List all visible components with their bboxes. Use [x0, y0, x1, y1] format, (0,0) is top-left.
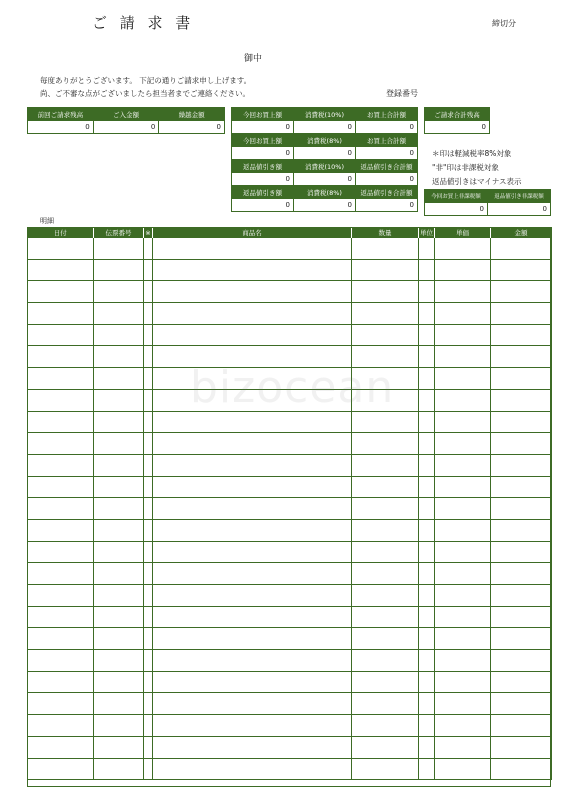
table-cell[interactable]	[144, 541, 153, 563]
table-cell[interactable]	[352, 259, 419, 281]
table-row	[28, 519, 552, 541]
nontax-return-header: 返品値引き非課税額	[488, 190, 551, 203]
return-8-header: 返品値引き額	[232, 186, 294, 199]
table-cell[interactable]	[419, 433, 435, 455]
table-cell[interactable]	[28, 411, 94, 433]
table-cell[interactable]	[491, 476, 552, 498]
table-cell[interactable]	[153, 433, 352, 455]
table-cell[interactable]	[144, 715, 153, 737]
table-cell[interactable]	[153, 736, 352, 758]
return-10-value: 0	[232, 173, 294, 186]
table-cell[interactable]	[419, 628, 435, 650]
table-cell[interactable]	[144, 454, 153, 476]
table-cell[interactable]	[28, 389, 94, 411]
table-cell[interactable]	[28, 758, 94, 780]
table-cell[interactable]	[491, 411, 552, 433]
table-cell[interactable]	[94, 454, 144, 476]
table-cell[interactable]	[435, 433, 491, 455]
table-cell[interactable]	[153, 281, 352, 303]
table-cell[interactable]	[153, 650, 352, 672]
invoice-total-header: ご請求合計残高	[425, 108, 490, 121]
table-cell[interactable]	[28, 368, 94, 390]
table-cell[interactable]	[491, 281, 552, 303]
table-cell[interactable]	[491, 498, 552, 520]
return-total-8-value: 0	[356, 199, 418, 212]
greeting-line-2: 尚、ご不審な点がございましたら担当者までご連絡ください。	[40, 89, 250, 98]
table-cell[interactable]	[153, 411, 352, 433]
note-return: 返品値引きはマイナス表示	[432, 177, 522, 186]
table-cell[interactable]	[153, 628, 352, 650]
col-quantity: 数量	[352, 227, 419, 238]
table-cell[interactable]	[435, 303, 491, 325]
table-cell[interactable]	[94, 346, 144, 368]
nontax-table	[424, 189, 551, 216]
table-cell[interactable]	[435, 324, 491, 346]
detail-body	[28, 238, 552, 780]
return-tax-8-header: 消費税(8%)	[294, 186, 356, 199]
table-cell[interactable]	[352, 758, 419, 780]
table-cell[interactable]	[94, 715, 144, 737]
detail-table	[27, 227, 552, 780]
purchase-10-value: 0	[232, 121, 294, 134]
table-cell[interactable]	[352, 671, 419, 693]
return-10-header: 返品値引き額	[232, 160, 294, 173]
table-cell[interactable]	[419, 585, 435, 607]
summary-mid-table	[231, 107, 418, 212]
table-row	[28, 541, 552, 563]
table-cell[interactable]	[144, 671, 153, 693]
table-cell[interactable]	[28, 650, 94, 672]
col-mark: ※	[145, 228, 151, 237]
table-cell[interactable]	[435, 606, 491, 628]
table-cell[interactable]	[435, 693, 491, 715]
col-unit-price: 単価	[435, 227, 491, 238]
table-cell[interactable]	[491, 303, 552, 325]
table-cell[interactable]	[352, 476, 419, 498]
table-cell[interactable]	[28, 585, 94, 607]
table-cell[interactable]	[491, 541, 552, 563]
table-row	[28, 324, 552, 346]
table-cell[interactable]	[144, 259, 153, 281]
table-cell[interactable]	[419, 238, 435, 259]
table-cell[interactable]	[419, 541, 435, 563]
table-cell[interactable]	[352, 281, 419, 303]
table-cell[interactable]	[94, 585, 144, 607]
table-cell[interactable]	[419, 368, 435, 390]
nontax-purchase-value: 0	[425, 203, 488, 216]
table-cell[interactable]	[28, 606, 94, 628]
purchase-total-10-value: 0	[356, 121, 418, 134]
table-cell[interactable]	[144, 519, 153, 541]
table-cell[interactable]	[491, 389, 552, 411]
table-cell[interactable]	[419, 671, 435, 693]
table-cell[interactable]	[94, 368, 144, 390]
table-row	[28, 238, 552, 259]
table-cell[interactable]	[435, 259, 491, 281]
table-cell[interactable]	[435, 411, 491, 433]
table-cell[interactable]	[419, 454, 435, 476]
table-cell[interactable]	[144, 606, 153, 628]
detail-label: 明細	[40, 217, 54, 225]
table-cell[interactable]	[352, 606, 419, 628]
table-cell[interactable]	[153, 671, 352, 693]
table-cell[interactable]	[28, 519, 94, 541]
table-cell[interactable]	[435, 758, 491, 780]
table-row	[28, 758, 552, 780]
table-cell[interactable]	[352, 519, 419, 541]
table-cell[interactable]	[435, 541, 491, 563]
table-cell[interactable]	[28, 346, 94, 368]
table-cell[interactable]	[28, 563, 94, 585]
table-cell[interactable]	[28, 324, 94, 346]
table-cell[interactable]	[94, 476, 144, 498]
table-row	[28, 411, 552, 433]
table-cell[interactable]	[435, 238, 491, 259]
table-cell[interactable]	[94, 736, 144, 758]
table-cell[interactable]	[352, 498, 419, 520]
table-cell[interactable]	[153, 454, 352, 476]
carryover-header: 繰越金額	[159, 108, 225, 121]
nontax-purchase-header: 今回お買上非課税額	[425, 190, 488, 203]
table-cell[interactable]	[435, 498, 491, 520]
table-cell[interactable]	[419, 606, 435, 628]
return-total-10-header: 返品値引き合計額	[356, 160, 418, 173]
table-cell[interactable]	[435, 715, 491, 737]
table-cell[interactable]	[153, 693, 352, 715]
table-cell[interactable]	[153, 563, 352, 585]
table-cell[interactable]	[153, 585, 352, 607]
table-cell[interactable]	[94, 259, 144, 281]
table-cell[interactable]	[491, 519, 552, 541]
table-cell[interactable]	[435, 650, 491, 672]
table-cell[interactable]	[419, 650, 435, 672]
cutoff-label: 締切分	[492, 19, 516, 28]
table-cell[interactable]	[144, 736, 153, 758]
return-tax-8-value: 0	[294, 199, 356, 212]
table-row	[28, 433, 552, 455]
return-total-8-header: 返品値引き合計額	[356, 186, 418, 199]
table-cell[interactable]	[144, 238, 153, 259]
table-cell[interactable]	[419, 259, 435, 281]
table-cell[interactable]	[491, 259, 552, 281]
table-cell[interactable]	[28, 671, 94, 693]
table-cell[interactable]	[94, 606, 144, 628]
table-cell[interactable]	[28, 715, 94, 737]
table-cell[interactable]	[435, 476, 491, 498]
table-cell[interactable]	[94, 650, 144, 672]
table-cell[interactable]	[491, 238, 552, 259]
invoice-total-table	[424, 107, 490, 134]
table-cell[interactable]	[419, 281, 435, 303]
table-cell[interactable]	[435, 628, 491, 650]
invoice-title: ご 請 求 書	[92, 14, 195, 32]
table-cell[interactable]	[144, 389, 153, 411]
table-cell[interactable]	[352, 454, 419, 476]
table-cell[interactable]	[28, 454, 94, 476]
tax-8-value: 0	[294, 147, 356, 160]
payment-header: ご入金額	[93, 108, 159, 121]
table-cell[interactable]	[419, 346, 435, 368]
table-row	[28, 476, 552, 498]
table-cell[interactable]	[435, 671, 491, 693]
registration-number-label: 登録番号	[386, 89, 418, 98]
table-cell[interactable]	[28, 281, 94, 303]
table-cell[interactable]	[352, 715, 419, 737]
table-cell[interactable]	[94, 433, 144, 455]
col-unit: 単位	[420, 229, 433, 237]
return-total-10-value: 0	[356, 173, 418, 186]
table-cell[interactable]	[153, 541, 352, 563]
table-cell[interactable]	[419, 519, 435, 541]
table-cell[interactable]	[94, 563, 144, 585]
table-cell[interactable]	[491, 346, 552, 368]
table-cell[interactable]	[352, 411, 419, 433]
table-cell[interactable]	[352, 563, 419, 585]
table-cell[interactable]	[144, 411, 153, 433]
table-cell[interactable]	[94, 671, 144, 693]
table-cell[interactable]	[94, 519, 144, 541]
prev-balance-header: 前回ご請求残高	[28, 108, 94, 121]
table-cell[interactable]	[94, 303, 144, 325]
table-cell[interactable]	[419, 715, 435, 737]
table-cell[interactable]	[153, 519, 352, 541]
table-cell[interactable]	[435, 281, 491, 303]
table-cell[interactable]	[419, 324, 435, 346]
tax-8-header: 消費税(8%)	[294, 134, 356, 147]
table-cell[interactable]	[491, 628, 552, 650]
table-cell[interactable]	[144, 368, 153, 390]
table-cell[interactable]	[491, 433, 552, 455]
table-row	[28, 259, 552, 281]
table-cell[interactable]	[352, 628, 419, 650]
table-cell[interactable]	[491, 454, 552, 476]
table-cell[interactable]	[144, 563, 153, 585]
purchase-8-header: 今回お買上額	[232, 134, 294, 147]
table-cell[interactable]	[419, 411, 435, 433]
table-cell[interactable]	[491, 368, 552, 390]
table-cell[interactable]	[491, 563, 552, 585]
table-cell[interactable]	[153, 238, 352, 259]
table-row	[28, 281, 552, 303]
table-cell[interactable]	[419, 693, 435, 715]
table-cell[interactable]	[94, 693, 144, 715]
purchase-10-header: 今回お買上額	[232, 108, 294, 121]
table-row	[28, 736, 552, 758]
table-cell[interactable]	[419, 563, 435, 585]
table-row	[28, 606, 552, 628]
purchase-8-value: 0	[232, 147, 294, 160]
return-tax-10-value: 0	[294, 173, 356, 186]
table-cell[interactable]	[28, 259, 94, 281]
nontax-return-value: 0	[488, 203, 551, 216]
purchase-total-8-value: 0	[356, 147, 418, 160]
col-product-name: 商品名	[153, 227, 352, 238]
table-cell[interactable]	[94, 541, 144, 563]
table-cell[interactable]	[28, 476, 94, 498]
table-cell[interactable]	[491, 736, 552, 758]
table-cell[interactable]	[435, 368, 491, 390]
table-cell[interactable]	[94, 628, 144, 650]
table-cell[interactable]	[28, 303, 94, 325]
table-cell[interactable]	[153, 324, 352, 346]
col-amount: 金額	[491, 227, 552, 238]
table-row	[28, 563, 552, 585]
table-cell[interactable]	[352, 585, 419, 607]
table-cell[interactable]	[491, 606, 552, 628]
table-cell[interactable]	[352, 324, 419, 346]
purchase-total-10-header: お買上合計額	[356, 108, 418, 121]
payment-value: 0	[93, 121, 159, 134]
note-nontax: "非"印は非課税対象	[432, 163, 499, 172]
table-cell[interactable]	[435, 736, 491, 758]
table-cell[interactable]	[491, 758, 552, 780]
table-cell[interactable]	[419, 303, 435, 325]
return-tax-10-header: 消費税(10%)	[294, 160, 356, 173]
table-cell[interactable]	[435, 346, 491, 368]
table-cell[interactable]	[144, 476, 153, 498]
table-cell[interactable]	[491, 650, 552, 672]
table-cell[interactable]	[94, 498, 144, 520]
tax-10-header: 消費税(10%)	[294, 108, 356, 121]
table-cell[interactable]	[352, 238, 419, 259]
col-slip-number: 伝票番号	[94, 227, 144, 238]
table-cell[interactable]	[491, 324, 552, 346]
table-row	[28, 498, 552, 520]
table-cell[interactable]	[144, 498, 153, 520]
table-cell[interactable]	[144, 281, 153, 303]
table-cell[interactable]	[28, 628, 94, 650]
table-cell[interactable]	[435, 519, 491, 541]
table-cell[interactable]	[28, 541, 94, 563]
table-cell[interactable]	[144, 346, 153, 368]
table-cell[interactable]	[94, 238, 144, 259]
table-cell[interactable]	[153, 476, 352, 498]
table-cell[interactable]	[352, 433, 419, 455]
table-cell[interactable]	[144, 433, 153, 455]
table-cell[interactable]	[419, 476, 435, 498]
table-cell[interactable]	[144, 693, 153, 715]
table-cell[interactable]	[419, 736, 435, 758]
table-row	[28, 628, 552, 650]
table-cell[interactable]	[94, 389, 144, 411]
table-cell[interactable]	[94, 281, 144, 303]
table-cell[interactable]	[491, 715, 552, 737]
table-cell[interactable]	[153, 758, 352, 780]
table-cell[interactable]	[28, 736, 94, 758]
table-row	[28, 715, 552, 737]
table-cell[interactable]	[491, 671, 552, 693]
watermark: bizocean	[190, 362, 395, 413]
table-cell[interactable]	[144, 628, 153, 650]
table-row	[28, 693, 552, 715]
table-cell[interactable]	[28, 238, 94, 259]
table-cell[interactable]	[419, 758, 435, 780]
table-cell[interactable]	[352, 693, 419, 715]
table-cell[interactable]	[144, 585, 153, 607]
table-cell[interactable]	[491, 585, 552, 607]
table-cell[interactable]	[352, 303, 419, 325]
table-cell[interactable]	[419, 389, 435, 411]
table-cell[interactable]	[153, 715, 352, 737]
table-row	[28, 303, 552, 325]
table-cell[interactable]	[435, 454, 491, 476]
table-cell[interactable]	[28, 693, 94, 715]
table-cell[interactable]	[153, 303, 352, 325]
table-cell[interactable]	[435, 563, 491, 585]
table-cell[interactable]	[419, 498, 435, 520]
table-cell[interactable]	[94, 758, 144, 780]
return-8-value: 0	[232, 199, 294, 212]
table-cell[interactable]	[144, 650, 153, 672]
table-cell[interactable]	[352, 541, 419, 563]
table-cell[interactable]	[491, 693, 552, 715]
carryover-value: 0	[159, 121, 225, 134]
table-row	[28, 585, 552, 607]
invoice-total-value: 0	[425, 121, 490, 134]
table-cell[interactable]	[153, 606, 352, 628]
table-cell[interactable]	[144, 324, 153, 346]
table-cell[interactable]	[352, 650, 419, 672]
table-row	[28, 650, 552, 672]
note-reduced-tax: ＊印は軽減税率8%対象	[432, 149, 512, 158]
recipient-suffix: 御中	[244, 54, 263, 64]
tax-10-value: 0	[294, 121, 356, 134]
purchase-total-8-header: お買上合計額	[356, 134, 418, 147]
table-cell[interactable]	[28, 433, 94, 455]
table-cell[interactable]	[94, 324, 144, 346]
col-date: 日付	[28, 227, 94, 238]
table-cell[interactable]	[153, 498, 352, 520]
table-row	[28, 671, 552, 693]
summary-left-table	[27, 107, 225, 134]
prev-balance-value: 0	[28, 121, 94, 134]
table-cell[interactable]	[352, 736, 419, 758]
table-cell[interactable]	[28, 498, 94, 520]
greeting-line-1: 毎度ありがとうございます。 下記の通りご請求申し上げます。	[40, 76, 252, 85]
table-cell[interactable]	[144, 303, 153, 325]
table-cell[interactable]	[144, 758, 153, 780]
table-cell[interactable]	[153, 259, 352, 281]
table-cell[interactable]	[94, 411, 144, 433]
table-cell[interactable]	[435, 585, 491, 607]
table-cell[interactable]	[435, 389, 491, 411]
table-row	[28, 454, 552, 476]
